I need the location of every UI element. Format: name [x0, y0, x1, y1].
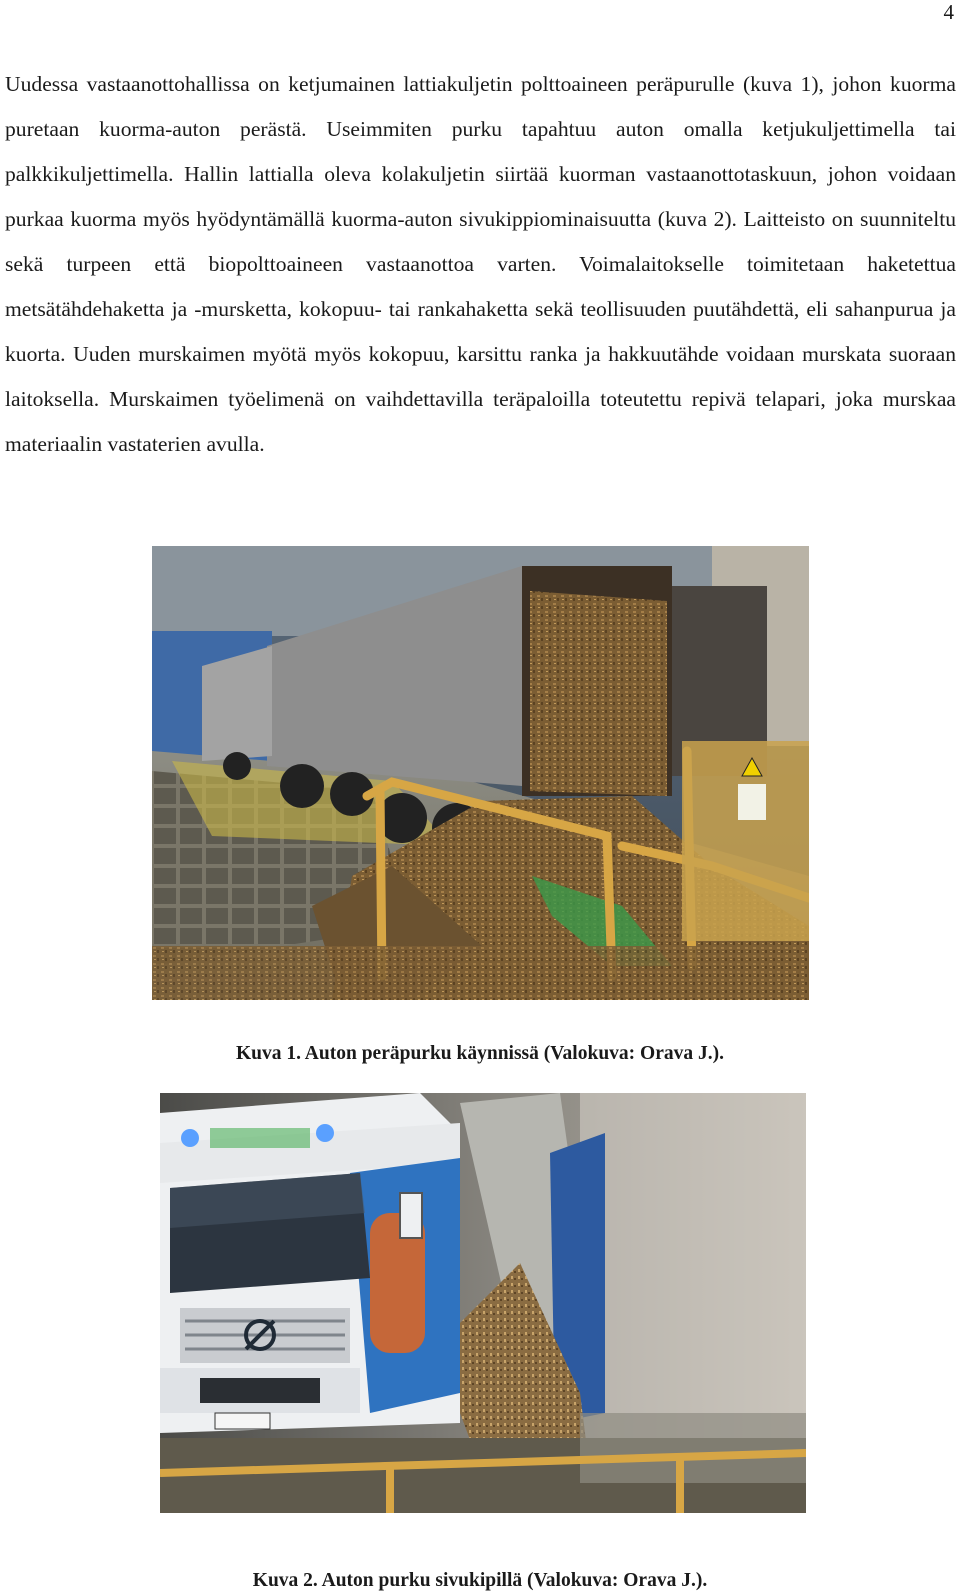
- figure-2-photo: [160, 1093, 806, 1513]
- page-number: 4: [943, 0, 954, 24]
- figure-1-caption: Kuva 1. Auton peräpurku käynnissä (Valokuva: Orava J.).: [236, 1043, 724, 1064]
- figure-2-caption: Kuva 2. Auton purku sivukipillä (Valokuva: Orava J.).: [252, 1570, 708, 1591]
- figure-1-photo: [152, 546, 809, 1000]
- body-paragraph: Uudessa vastaanottohallissa on ketjumainen lattiakuljetin polttoaineen peräpurulle (kuva 1), johon kuorma puretaan kuorma-auton perästä. Useimmiten purku tapahtuu auton omalla ketjukuljettimella tai palkkikuljettimella. Hallin lattialla oleva kolakuljetin siirtää kuorman vastaanottotaskuun, johon voidaan purkaa kuorma myös hyödyntämällä kuorma-auton sivukippiominaisuutta (kuva 2). Laitteisto on suunniteltu sekä turpeen että biopolttoaineen vastaanottoa varten. Voimalaitokselle toimitetaan haketettua metsätähdehaketta ja -mursketta, kokopuu- tai rankahaketta sekä teollisuuden puutähdettä, eli sahanpurua ja kuorta. Uuden murskaimen myötä myös kokopuu, karsittu ranka ja hakkuutähde voidaan murskata suoraan laitoksella. Murskaimen työelimenä on vaihdettavilla teräpaloilla toteutettu repivä telapari, joka murskaa materiaalin vastaterien avulla.: [5, 72, 956, 456]
